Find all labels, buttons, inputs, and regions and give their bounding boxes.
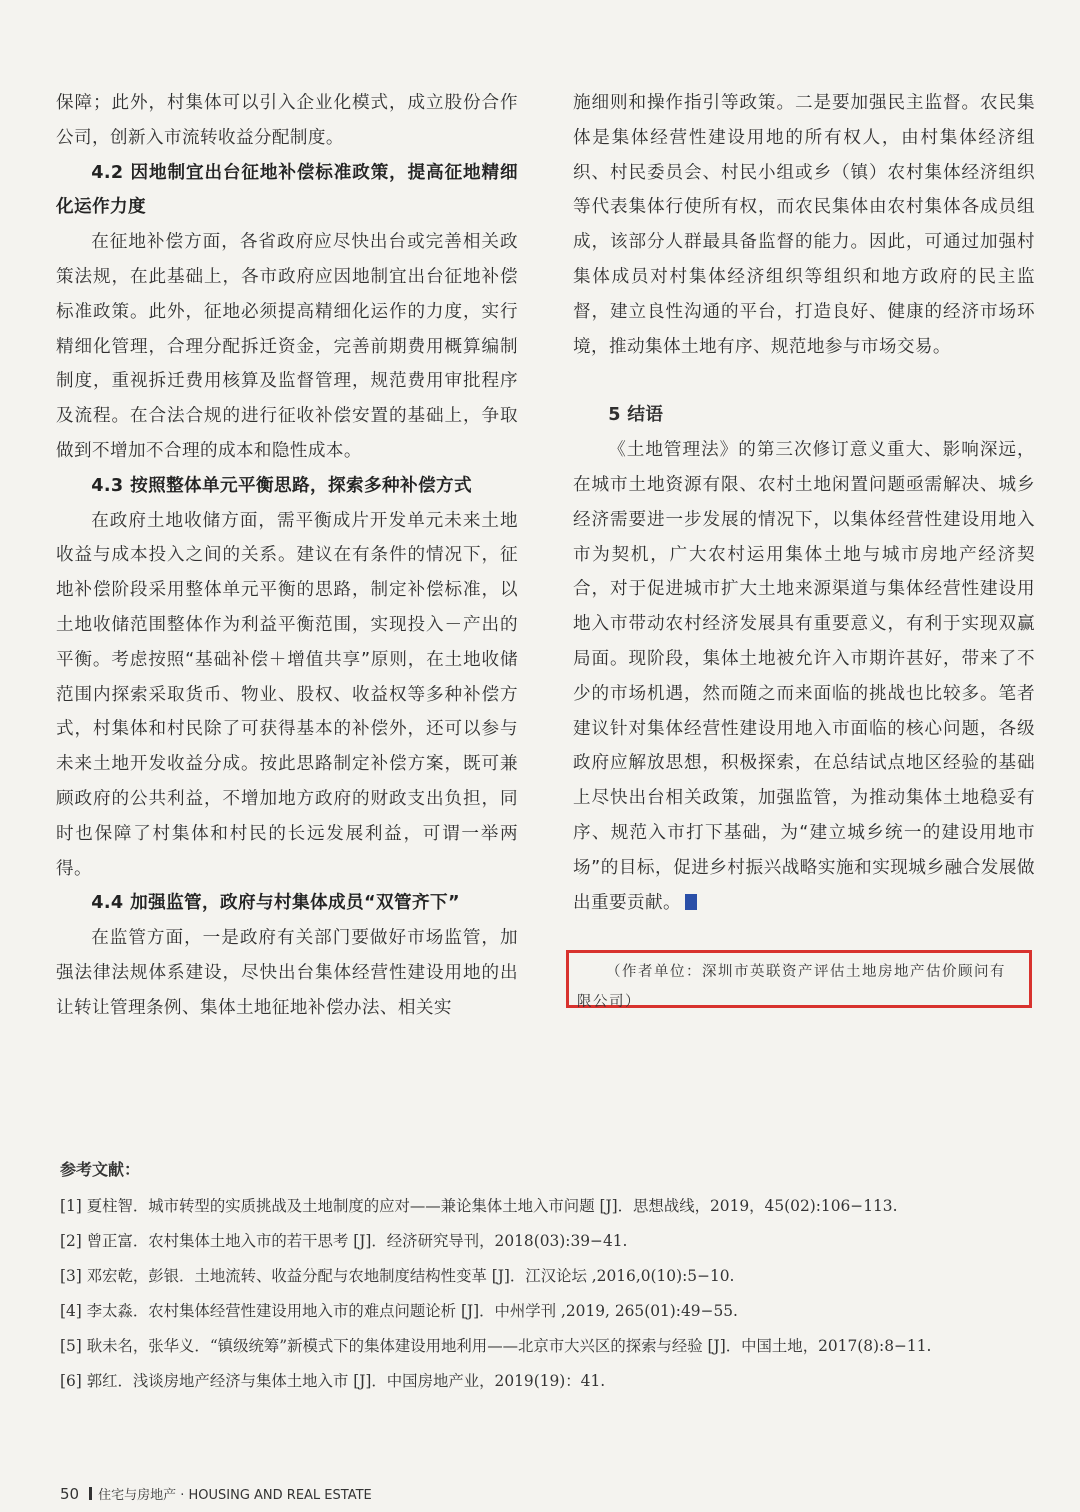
page-footer	[60, 1484, 372, 1503]
journal-name: 住宅与房地产 · HOUSING AND REAL ESTATE	[98, 1488, 372, 1503]
left-para-2: 在征地补偿方面，各省政府应尽快出台或完善相关政策法规，在此基础上，各市政府应因地制宜出台征地补偿标准政策。此外，征地必须提高精细化运作的力度，实行精细化管理，合理分配拆迁资金，完善前期费用概算编制制度，重视拆迁费用核算及监督管理，规范费用审批程序及流程。在合法合规的进行征收补偿安置的基础上，争取做到不增加不合理的成本和隐性成本。	[56, 232, 518, 461]
references	[60, 1152, 1030, 1399]
conclusion-text: 《土地管理法》的第三次修订意义重大、影响深远，在城市土地资源有限、农村土地闲置问题亟需解决、城乡经济需要进一步发展的情况下，以集体经营性建设用地入市为契机，广大农村运用集体土地与城市房地产经济契合，对于促进城市扩大土地来源渠道与集体经营性建设用地入市带动农村经济发展具有重要意义，有利于实现双赢局面。现阶段，集体土地被允许入市期许甚好，带来了不少的市场机遇，然而随之而来面临的挑战也比较多。笔者建议针对集体经营性建设用地入市面临的核心问题，各级政府应解放思想，积极探索，在总结试点地区经验的基础上尽快出台相关政策，加强监管，为推动集体土地稳妥有序、规范入市打下基础，为“建立城乡统一的建设用地市场”的目标，促进乡村振兴战略实施和实现城乡融合发展做出重要贡献。	[573, 440, 1035, 913]
author-affiliation-box: （作者单位：深圳市英联资产评估土地房地产估价顾问有限公司）	[566, 950, 1032, 1008]
section-conclusion-title: 5 结语	[608, 405, 664, 426]
left-para-4: 在监管方面，一是政府有关部门要做好市场监管，加强法律法规体系建设，尽快出台集体经营性建设用地的出让转让管理条例、集体土地征地补偿办法、相关实	[56, 928, 518, 1018]
right-column	[573, 86, 1035, 920]
references-title: 参考文献：	[60, 1160, 141, 1179]
reference-item: [1] 夏柱智．城市转型的实质挑战及土地制度的应对——兼论集体土地入市问题 [J]．思想战线，2019，45(02):106−113.	[60, 1197, 898, 1215]
heading-4-3: 4.3 按照整体单元平衡思路，探索多种补偿方式	[91, 475, 472, 496]
right-para-1: 施细则和操作指引等政策。二是要加强民主监督。农民集体是集体经营性建设用地的所有权人，由村集体经济组织、村民委员会、村民小组或乡（镇）农村集体经济组织等代表集体行使所有权，而农民集体由农村集体各成员组成，该部分人群最具备监督的能力。因此，可通过加强村集体成员对村集体经济组织等组织和地方政府的民主监督，建立良性沟通的平台，打造良好、健康的经济市场环境，推动集体土地有序、规范地参与市场交易。	[573, 93, 1035, 357]
reference-item: [3] 邓宏乾，彭银．土地流转、收益分配与农地制度结构性变革 [J]．江汉论坛 ,2016,0(10):5−10.	[60, 1267, 735, 1285]
heading-4-2: 4.2 因地制宜出台征地补偿标准政策，提高征地精细化运作力度	[56, 162, 518, 218]
left-para-3: 在政府土地收储方面，需平衡成片开发单元未来土地收益与成本投入之间的关系。建议在有条件的情况下，征地补偿阶段采用整体单元平衡的思路，制定补偿标准，以土地收储范围整体作为利益平衡范围，实现投入－产出的平衡。考虑按照“基础补偿＋增值共享”原则，在土地收储范围内探索采取货币、物业、股权、收益权等多种补偿方式，村集体和村民除了可获得基本的补偿外，还可以参与未来土地开发收益分成。按此思路制定补偿方案，既可兼顾政府的公共利益，不增加地方政府的财政支出负担，同时也保障了村集体和村民的长远发展利益，可谓一举两得。	[56, 510, 518, 879]
conclusion-para	[573, 433, 1035, 920]
heading-4-4: 4.4 加强监管，政府与村集体成员“双管齐下”	[91, 893, 460, 914]
footer-divider	[89, 1487, 92, 1500]
reference-item: [6] 郭红．浅谈房地产经济与集体土地入市 [J]．中国房地产业，2019(19)：41.	[60, 1372, 606, 1390]
page-number: 50	[60, 1485, 80, 1503]
left-column	[56, 86, 518, 1026]
end-mark-icon	[685, 894, 697, 910]
reference-item: [5] 耿未名，张华义．“镇级统筹”新模式下的集体建设用地利用——北京市大兴区的探索与经验 [J]．中国土地，2017(8):8−11.	[60, 1337, 932, 1355]
reference-item: [2] 曾正富．农村集体土地入市的若干思考 [J]．经济研究导刊，2018(03):39−41.	[60, 1232, 628, 1250]
reference-item: [4] 李太淼．农村集体经营性建设用地入市的难点问题论析 [J]．中州学刊 ,2019, 265(01):49−55.	[60, 1302, 738, 1320]
left-para-1: 保障；此外，村集体可以引入企业化模式，成立股份合作公司，创新入市流转收益分配制度。	[56, 93, 518, 148]
